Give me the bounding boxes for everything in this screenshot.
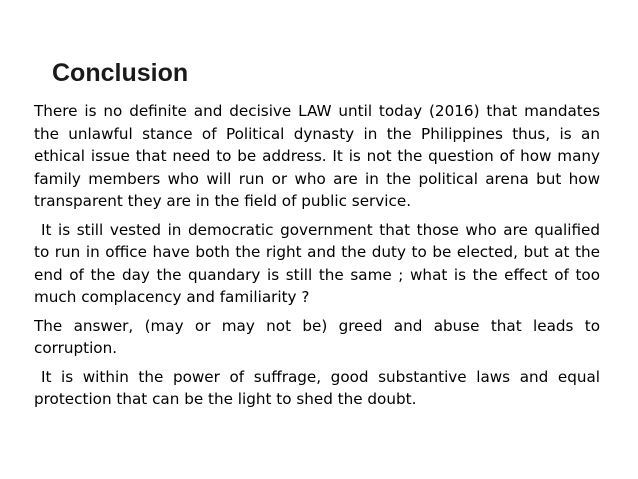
slide-body [34,100,600,417]
paragraph-2: It is still vested in democratic government that those who are qualified to run in office have both the right and the duty to be elected, but at the end of the day the quandary is still the same ; what is the effect of too much complacency and familiarity ? [34,220,600,306]
slide-title: Conclusion [52,59,189,87]
paragraph-4: It is within the power of suffrage, good substantive laws and equal protection that can be the light to shed the doubt. [34,367,600,408]
paragraph-3: The answer, (may or may not be) greed and abuse that leads to corruption. [34,316,600,357]
paragraph-1: There is no definite and decisive LAW until today (2016) that mandates the unlawful stance of Political dynasty in the Philippines thus, is an ethical issue that need to be address. It is not the question of how many family members who will run or who are in the political arena but how transparent they are in the field of public service. [34,102,600,210]
